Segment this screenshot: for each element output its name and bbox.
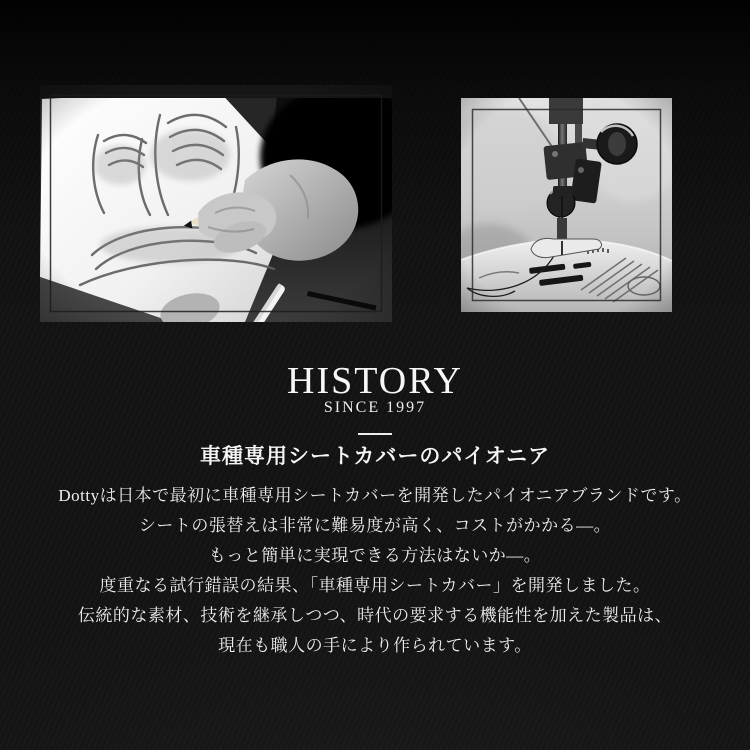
section-heading: 車種専用シートカバーのパイオニア [200,444,550,468]
section-title: HISTORY [287,360,463,402]
paragraph-line: シートの張替えは非常に難易度が高く、コストがかかる―。 [138,516,612,535]
section-paragraph [0,481,750,661]
sketch-photo-art [40,85,392,322]
section-subtitle: SINCE 1997 [323,399,427,416]
paragraph-line: Dottyは日本で最初に車種専用シートカバーを開発したパイオニアブランドです。 [58,486,692,505]
paragraph-line: 現在も職人の手により作られています。 [218,636,532,655]
paragraph-line: 伝統的な素材、技術を継承しつつ、時代の要求する機能性を加えた製品は、 [77,606,673,625]
paragraph-line: もっと簡単に実現できる方法はないか―。 [208,546,542,565]
sketch-photo [40,85,392,322]
sewing-machine-photo-art [461,98,672,312]
paragraph-line: 度重なる試行錯誤の結果、「車種専用シートカバー」を開発しました。 [99,576,651,595]
divider-line [358,433,392,435]
sewing-machine-photo [461,98,672,312]
